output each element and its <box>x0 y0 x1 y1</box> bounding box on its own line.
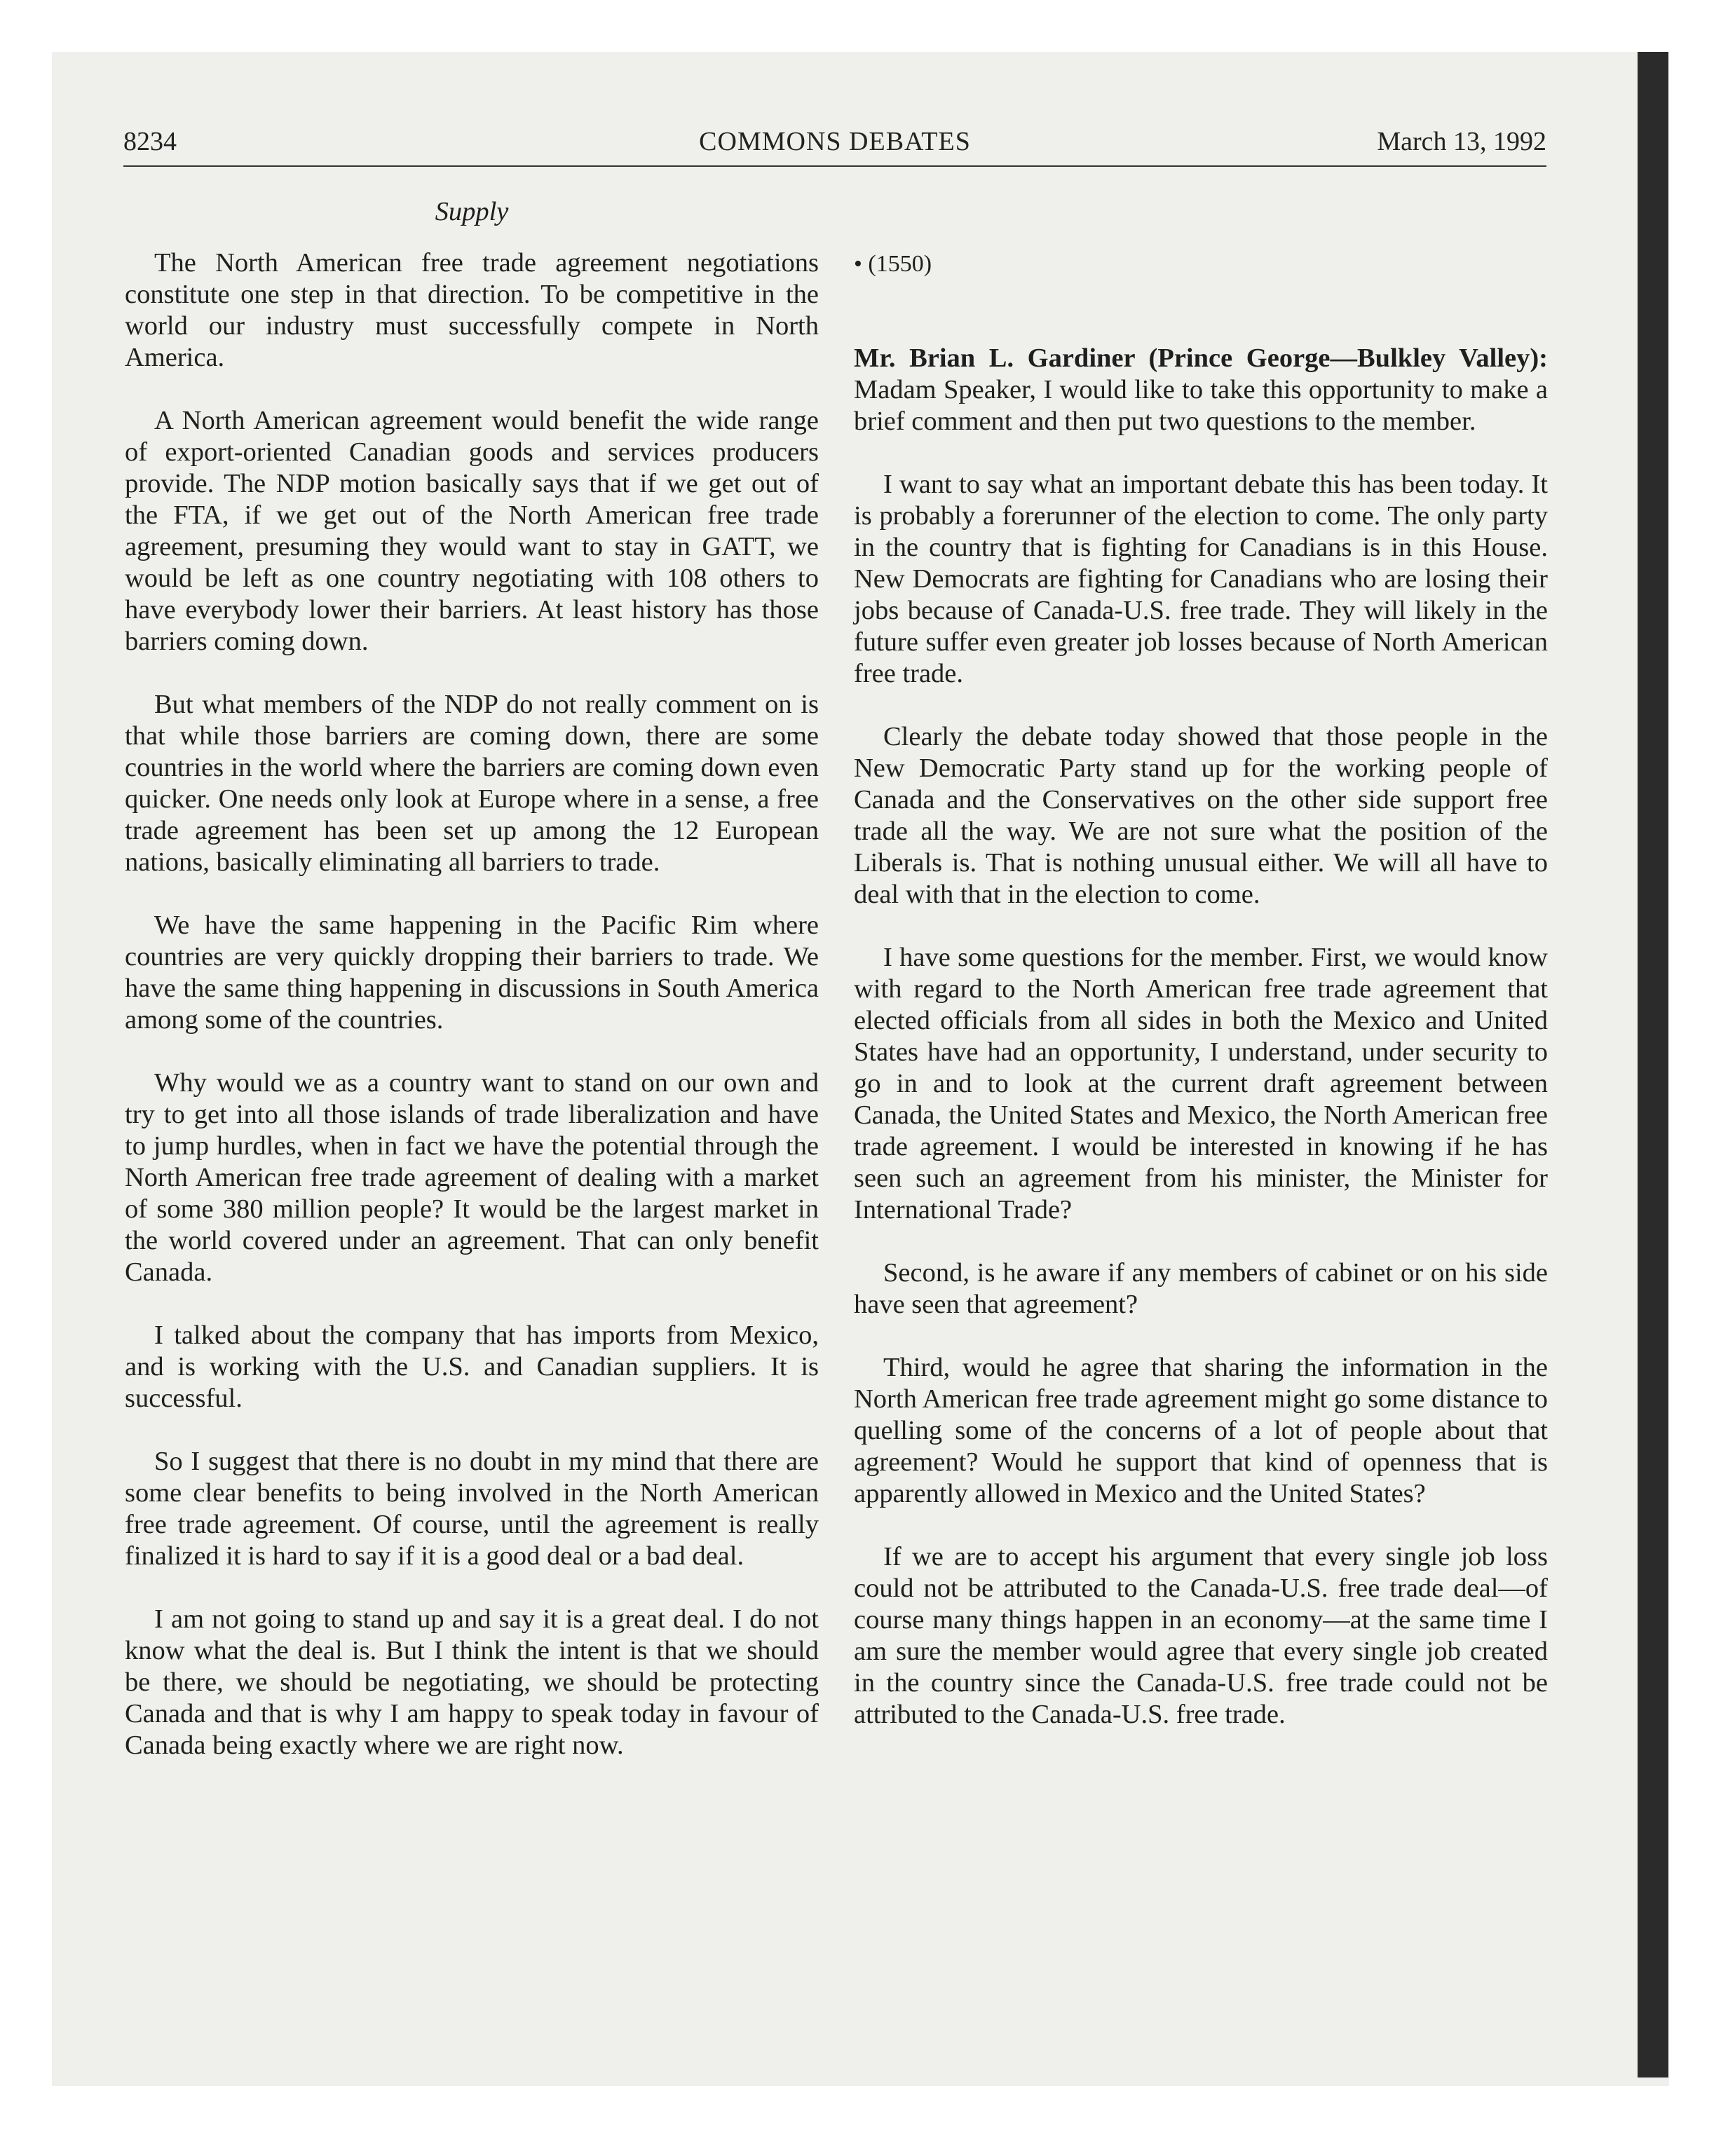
paragraph: Third, would he agree that sharing the information in the North American free trade agreement might go some distance to quelling some of the concerns of a lot of people about that agreement? Would he support that kind of openness that is apparently allowed in Mexico and the United States? <box>854 1353 1548 1508</box>
page-header <box>123 123 1546 167</box>
paragraph: Clearly the debate today showed that those people in the New Democratic Party stand up for the working people of Canada and the Conservatives on the other side support free trade all the way. We are not sure what the position of the Liberals is. That is nothing unusual either. We will all have to deal with that in the election to come. <box>854 722 1548 909</box>
paragraph: I want to say what an important debate this has been today. It is probably a forerunner of the election to come. The only party in the country that is fighting for Canadians is in this House. New Democrats are fighting for Canadians who are losing their jobs because of Canada-U.S. free trade. They will likely in the future suffer even greater job losses because of North American free trade. <box>854 470 1548 688</box>
publication-title: COMMONS DEBATES <box>699 127 971 156</box>
speaker-text: Madam Speaker, I would like to take this opportunity to make a brief comment and then put two questions to the member. <box>854 375 1548 436</box>
paragraph: So I suggest that there is no doubt in my mind that there are some clear benefits to being involved in the North American free trade agreement. Of course, until the agreement is really finalized it is hard to say if it is a good deal or a bad deal. <box>125 1447 819 1571</box>
page-number: 8234 <box>123 127 177 156</box>
scan-edge-shadow <box>1638 52 1668 2077</box>
paragraph: A North American agreement would benefit the wide range of export-oriented Canadian goods and services producers provide. The NDP motion basically says that if we get out of the FTA, if we get out of the North American free trade agreement, presuming they would want to stay in GATT, we would be left as one country negotiating with 108 others to have everybody lower their barriers. At least history has those barriers coming down. <box>125 406 819 656</box>
section-heading: Supply <box>435 197 509 226</box>
header-rule <box>123 165 1546 167</box>
paragraph: I am not going to stand up and say it is a great deal. I do not know what the deal is. But I think the intent is that we should be there, we should be negotiating, we should be protecting Canada and that is why I am happy to speak today in favour of Canada being exactly where we are right now. <box>125 1604 819 1760</box>
paragraph: Second, is he aware if any members of cabinet or on his side have seen that agreement? <box>854 1258 1548 1319</box>
paragraph: I talked about the company that has imports from Mexico, and is working with the U.S. and Canadian suppliers. It is successful. <box>125 1321 819 1413</box>
publication-date: March 13, 1992 <box>1377 127 1546 156</box>
speaker-paragraph <box>854 343 1548 437</box>
paragraph: We have the same happening in the Pacific Rim where countries are very quickly dropping their barriers to trade. We have the same thing happening in discussions in South America among some of the countries. <box>125 910 819 1035</box>
paragraph: The North American free trade agreement negotiations constitute one step in that direction. To be competitive in the world our industry must successfully compete in North America. <box>125 248 819 372</box>
speaker-name: Mr. Brian L. Gardiner (Prince George—Bulkley Valley): <box>854 343 1548 373</box>
left-column <box>125 196 819 1793</box>
paragraph: If we are to accept his argument that every single job loss could not be attributed to the Canada-U.S. free trade deal—of course many things happen in an economy—at the same time I am sure the member would agree that every single job created in the country since the Canada-U.S. free trade could not be attributed to the Canada-U.S. free trade. <box>854 1542 1548 1729</box>
paragraph: But what members of the NDP do not really comment on is that while those barriers are coming down, there are some countries in the world where the barriers are coming down even quicker. One needs only look at Europe where in a sense, a free trade agreement has been set up among the 12 European nations, basically eliminating all barriers to trade. <box>125 690 819 877</box>
paragraph: Why would we as a country want to stand on our own and try to get into all those islands of trade liberalization and have to jump hurdles, when in fact we have the potential through the North American free trade agreement of dealing with a market of some 380 million people? It would be the largest market in the world covered under an agreement. That can only benefit Canada. <box>125 1068 819 1287</box>
paragraph: I have some questions for the member. First, we would know with regard to the North American free trade agreement that elected officials from all sides in both the Mexico and United States have had an opportunity, I understand, under security to go in and to look at the current draft agreement between Canada, the United States and Mexico, the North American free trade agreement. I would be interested in knowing if he has seen such an agreement from his minister, the Minister for International Trade? <box>854 943 1548 1224</box>
timecode: • (1550) <box>854 251 932 277</box>
right-column <box>854 196 1548 1762</box>
